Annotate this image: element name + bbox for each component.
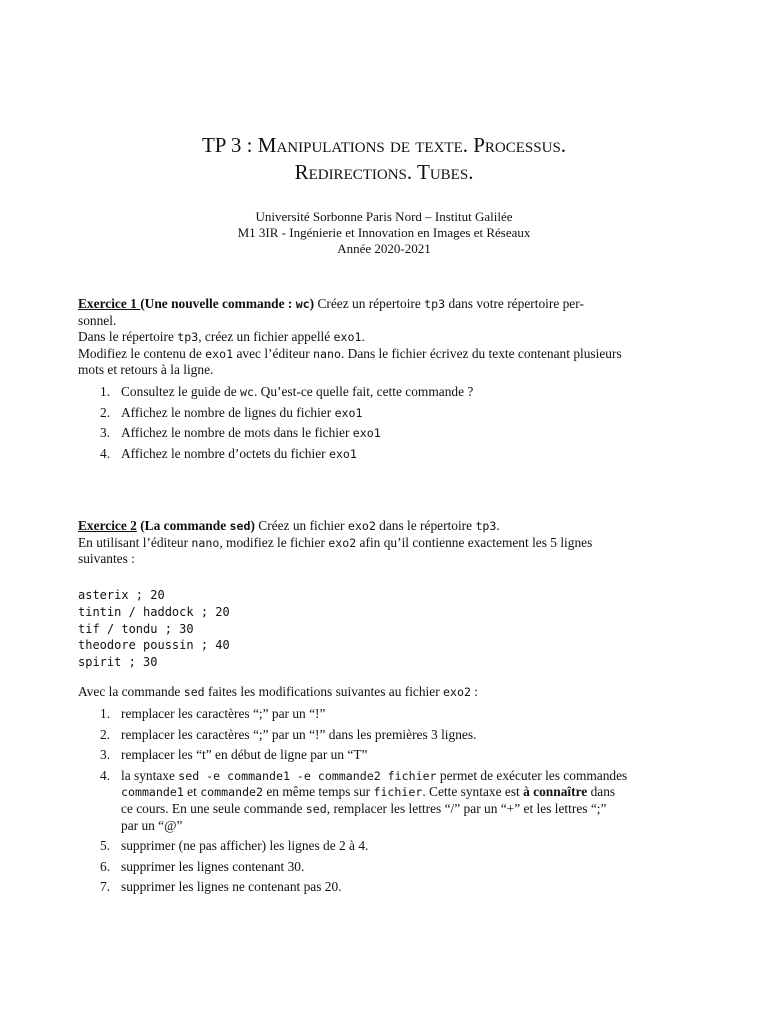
program: M1 3IR - Ingénierie et Innovation en Images et Réseaux [237, 225, 531, 240]
text-line: sonnel. [78, 312, 117, 328]
list-item: 3. remplacer les “t” en début de ligne par un “T” [100, 747, 368, 763]
list-item: 2. remplacer les caractères “;” par un “!” dans les premières 3 lignes. [100, 726, 477, 742]
text-line: suivantes : [78, 551, 135, 567]
title-line-2: Redirections. Tubes. [294, 160, 474, 184]
exercise-1-list [78, 384, 690, 466]
file-content-listing: asterix ; 20 tintin / haddock ; 20 tif / tondu ; 30 theodore poussin ; 40 spirit ; 30 [78, 588, 230, 670]
list-item: 3. Affichez le nombre de mots dans le fichier exo1 [100, 425, 381, 441]
affiliation [60, 209, 708, 257]
exercise-2-list [78, 706, 690, 896]
item-4-line-4: par un “@” [121, 817, 183, 833]
title-line-1 [60, 132, 708, 159]
title-main: Manipulations de texte. Processus. [257, 133, 567, 157]
list-item: 4. la syntaxe sed -e commande1 -e commande2 fichier permet de exécuter les commandes commande1 et commande2 en même temps sur fichier. Cette syntaxe est à connaître dans ce cours. En une seule commande sed, remplacer les lettres “/” par un “+” et les lettres “;” par un “@” [78, 768, 690, 834]
item-4-line-1: la syntaxe sed -e commande1 -e commande2 fichier permet de exécuter les commandes [121, 767, 628, 783]
academic-year: Année 2020-2021 [337, 241, 431, 256]
exercise-1-intro: Exercice 1 (Une nouvelle commande : wc) Créez un répertoire tp3 dans votre répertoire per- [78, 296, 584, 311]
list-item: 2. Affichez le nombre de lignes du fichier exo1 [100, 404, 363, 420]
list-item: 5. supprimer (ne pas afficher) les lignes de 2 à 4. [100, 838, 369, 854]
exercise-2-instruction: Avec la commande sed faites les modifications suivantes au fichier exo2 : [78, 684, 479, 699]
exercise-1 [78, 296, 690, 379]
list-item: 4. Affichez le nombre d’octets du fichier exo1 [100, 445, 357, 461]
exercise-1-heading: (Une nouvelle commande : wc) [140, 296, 315, 311]
text-line: mots et retours à la ligne. [78, 362, 214, 378]
exercise-2-label: Exercice 2 [78, 518, 137, 533]
page-title [60, 132, 708, 186]
text-line: Modifiez le contenu de exo1 avec l’éditeur nano. Dans le fichier écrivez du texte contenant plusieurs [78, 345, 622, 361]
exercise-1-label: Exercice 1 [78, 296, 141, 311]
text-line: Dans le répertoire tp3, créez un fichier appellé exo1. [78, 329, 365, 345]
title-prefix: TP 3 : [201, 133, 258, 157]
exercise-2 [78, 518, 690, 568]
exercise-2-heading: (La commande sed) [136, 518, 255, 533]
university: Université Sorbonne Paris Nord – Institut Galilée [255, 209, 513, 224]
list-item: 1. Consultez le guide de wc. Qu’est-ce quelle fait, cette commande ? [100, 384, 474, 399]
list-item: 1. remplacer les caractères “;” par un “!” [100, 706, 326, 721]
item-4-line-2: commande1 et commande2 en même temps sur fichier. Cette syntaxe est à connaître dans [121, 784, 616, 800]
exercise-2-intro: Exercice 2 (La commande sed) Créez un fichier exo2 dans le répertoire tp3. [78, 518, 500, 533]
list-item: 7. supprimer les lignes ne contenant pas 20. [100, 879, 342, 895]
list-item: 6. supprimer les lignes contenant 30. [100, 858, 305, 874]
text-line: En utilisant l’éditeur nano, modifiez le fichier exo2 afin qu’il contienne exactement les 5 lignes [78, 534, 593, 550]
item-4-line-3: ce cours. En une seule commande sed, remplacer les lettres “/” par un “+” et les lettres “;” [121, 800, 607, 816]
